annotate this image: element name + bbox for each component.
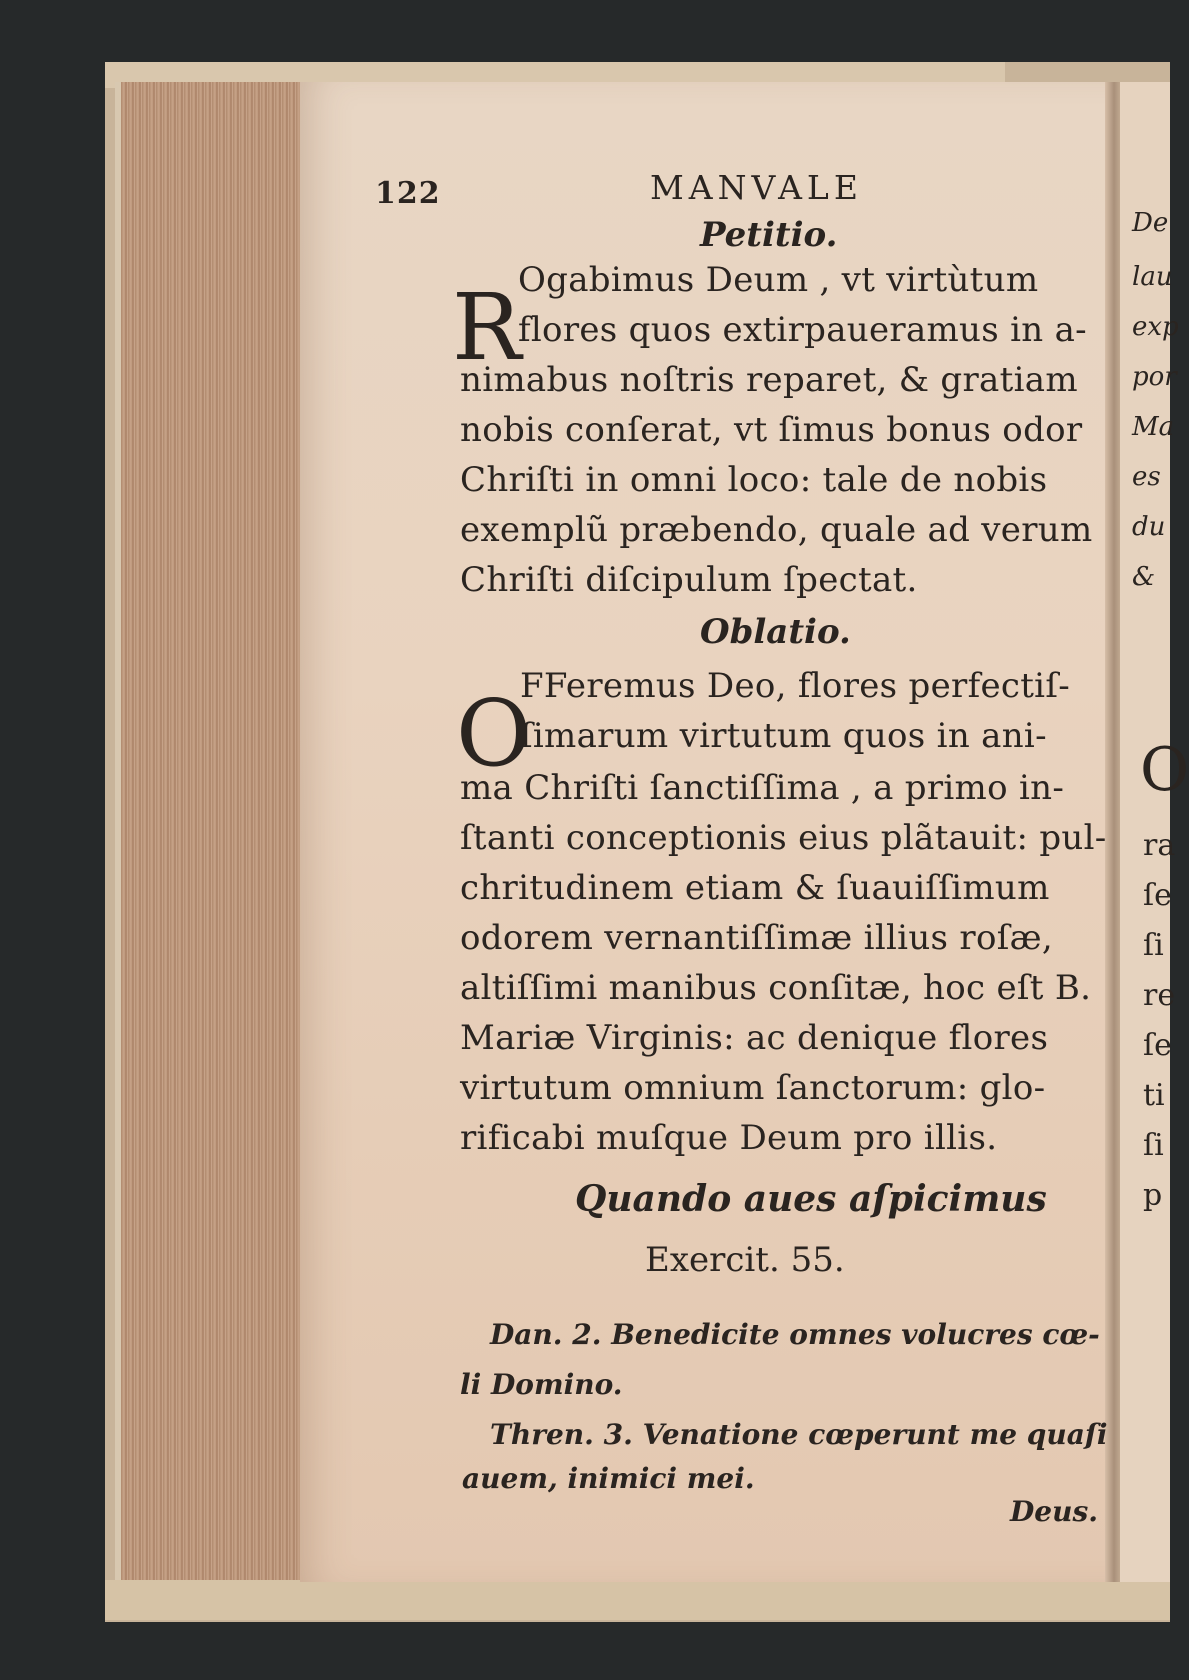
petitio-line-1: Ogabimus Deum , vt virtùtum (518, 260, 1039, 300)
facing-fragment: exp (1132, 312, 1179, 342)
oblatio-line-4: ſtanti conceptionis eius plãtauit: pul- (460, 818, 1107, 858)
petitio-line-7: Chriſti diſcipulum ſpectat. (460, 560, 918, 600)
petitio-line-4: nobis conſerat, vt ſimus bonus odor (460, 410, 1083, 450)
oblatio-line-1: FFeremus Deo, flores perfectiſ- (520, 666, 1071, 706)
section-heading: Quando aues aſpicimus (575, 1178, 1047, 1220)
facing-fragment: ſi (1143, 1128, 1164, 1163)
facing-fragment: es (1132, 462, 1161, 492)
reference-line-3: Thren. 3. Venatione cœperunt me quaſi (490, 1418, 1108, 1451)
facing-fragment: re (1143, 978, 1176, 1013)
reference-line-2: li Domino. (460, 1368, 623, 1401)
oblatio-line-9: virtutum omnium ſanctorum: glo- (460, 1068, 1046, 1108)
facing-fragment: por (1132, 362, 1177, 392)
book-cover-bottom (105, 1580, 1170, 1620)
petitio-line-6: exemplũ præbendo, quale ad verum (460, 510, 1093, 550)
facing-fragment: De (1132, 208, 1169, 238)
petitio-line-5: Chriſti in omni loco: tale de nobis (460, 460, 1048, 500)
facing-fragment: Ma (1132, 412, 1175, 442)
facing-fragment: ſe (1143, 1028, 1172, 1063)
facing-fragment: lau (1132, 262, 1173, 292)
oblatio-line-3: ma Chriſti ſanctiſſima , a primo in- (460, 768, 1065, 808)
facing-fragment: du (1132, 512, 1166, 542)
petitio-dropcap: R (452, 274, 522, 381)
facing-fragment: ſe (1143, 878, 1172, 913)
facing-fragment: ti (1143, 1078, 1165, 1113)
page-number: 122 (375, 176, 441, 211)
facing-dropcap: O (1140, 735, 1189, 805)
oblatio-line-10: rificabi muſque Deum pro illis. (460, 1118, 998, 1158)
facing-fragment: ra (1143, 828, 1176, 863)
petitio-line-3: nimabus noſtris reparet, & gratiam (460, 360, 1078, 400)
oblatio-line-6: odorem vernantiſſimæ illius roſæ, (460, 918, 1053, 958)
oblatio-line-8: Mariæ Virginis: ac denique flores (460, 1018, 1049, 1058)
facing-fragment: ſi (1143, 928, 1164, 963)
petitio-line-2: flores quos extirpaueramus in a- (518, 310, 1087, 350)
exercise-number: Exercit. 55. (645, 1240, 845, 1280)
petitio-heading: Petitio. (700, 215, 838, 255)
oblatio-line-5: chritudinem etiam & ſuauiſſimum (460, 868, 1050, 908)
catchword: Deus. (1010, 1495, 1098, 1528)
facing-fragment: p (1143, 1178, 1163, 1213)
page-edges (115, 82, 316, 1592)
oblatio-heading: Oblatio. (700, 612, 851, 652)
oblatio-dropcap: O (456, 680, 532, 787)
reference-line-4: auem, inimici mei. (462, 1462, 755, 1495)
oblatio-line-7: altiſſimi manibus conſitæ, hoc eſt B. (460, 968, 1092, 1008)
running-title: MANVALE (650, 168, 863, 207)
reference-line-1: Dan. 2. Benedicite omnes volucres cœ- (490, 1318, 1100, 1351)
oblatio-line-2: ſimarum virtutum quos in ani- (520, 716, 1047, 756)
facing-fragment: & (1132, 562, 1156, 592)
